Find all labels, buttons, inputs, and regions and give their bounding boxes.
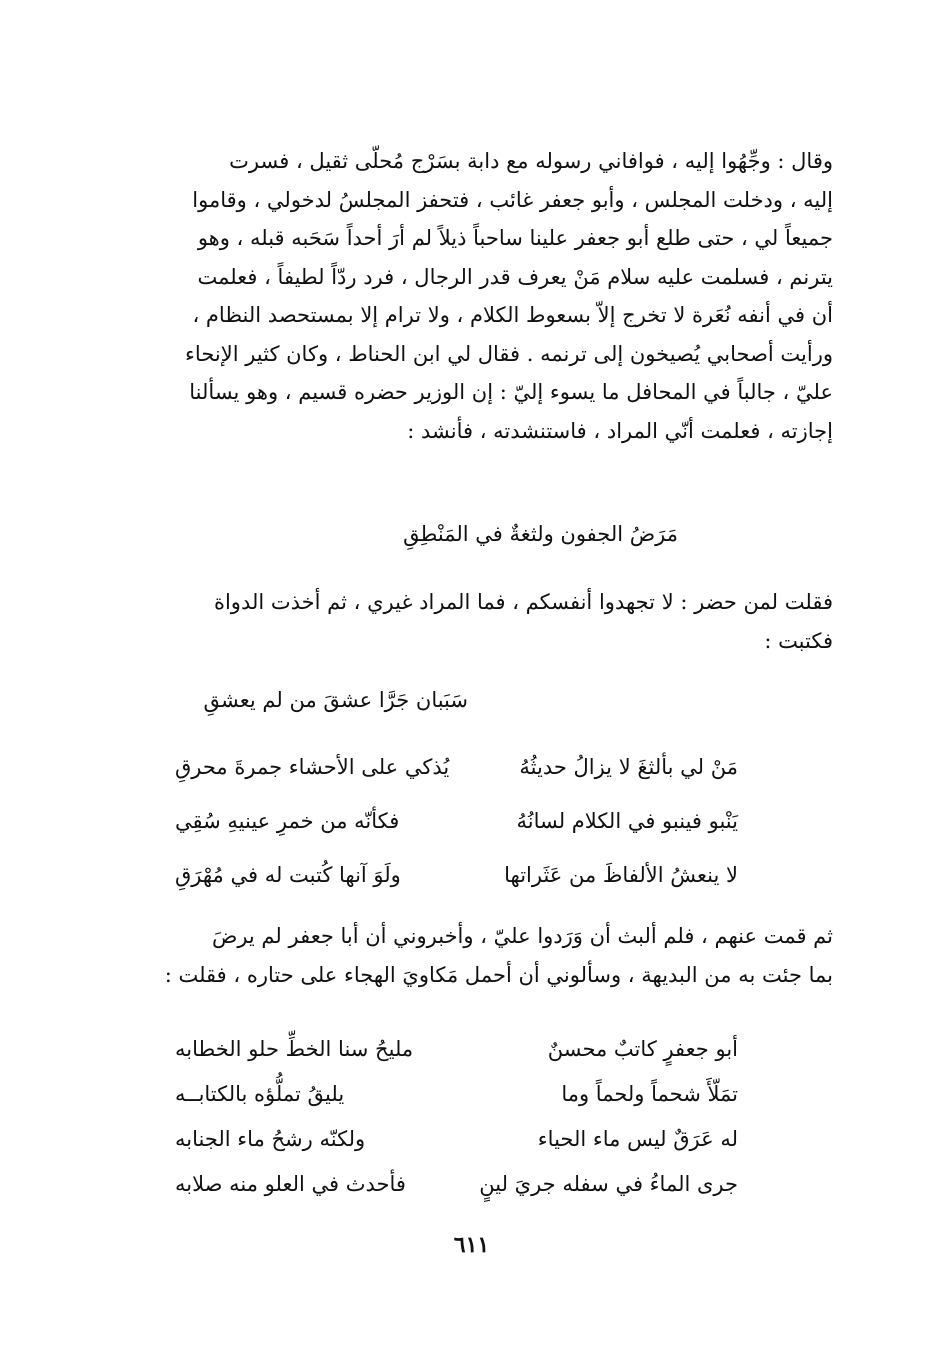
verse-second-half: فكأنّه من خمرِ عينيهِ سُقِي	[175, 809, 400, 833]
paragraph-1-line: إليه ، ودخلت المجلس ، وأبو جعفر غائب ، فتحفز المجلسُ لدخولي ، وقاموا	[192, 187, 833, 212]
quoted-hemistich: مَرَضُ الجفون ولثغةٌ في المَنْطِقِ	[403, 522, 678, 546]
verse-row	[175, 848, 738, 902]
paragraph-1-line: يترنم ، فسلمت عليه سلام مَنْ يعرف قدر الرجال ، فرد ردّاً لطيفاً ، فعلمت	[197, 264, 833, 289]
paragraph-1-line: إجازته ، فعلمت أنّي المراد ، فاستنشدته ، فأنشد :	[407, 418, 833, 443]
verse-second-half: ولكنّه رشحُ ماء الجنابه	[175, 1127, 366, 1151]
verse-first-half: أبو جعفرٍ كاتبٌ محسنٌ	[547, 1037, 738, 1061]
reply-hemistich: سَبَبان جَرَّا عشقَ من لم يعشقِ	[203, 688, 468, 712]
verse-second-half: يُذكي على الأحشاء جمرةَ محرقِ	[175, 755, 450, 779]
paragraph-1-line: ورأيت أصحابي يُصيخون إلى ترنمه . فقال لي ابن الحناط ، وكان كثير الإنحاء	[185, 341, 833, 366]
poem-2	[175, 1027, 738, 1207]
verse-row	[175, 1072, 738, 1117]
verse-second-half: فأحدث في العلو منه صلابه	[175, 1172, 406, 1196]
verse-second-half: مليحُ سنا الخطِّ حلو الخطابه	[175, 1037, 414, 1061]
verse-row	[175, 1117, 738, 1162]
poem-1	[175, 740, 738, 902]
paragraph-1-line: وقال : وجِّهُوا إليه ، فوافاني رسوله مع دابة بسَرْج مُحلّى ثقيل ، فسرت	[229, 149, 833, 173]
paragraph-3-line: بما جئت به من البديهة ، وسألوني أن أحمل مَكاويَ الهجاء على حتاره ، فقلت :	[164, 962, 833, 987]
verse-first-half: له عَرَقٌ ليس ماء الحياء	[537, 1127, 738, 1151]
paragraph-2-line: فقلت لمن حضر : لا تجهدوا أنفسكم ، فما المراد غيري ، ثم أخذت الدواة	[213, 590, 833, 614]
verse-first-half: تمَلّأَ شحماً ولحماً وما	[561, 1082, 738, 1106]
paragraph-1-line: عليّ ، جالباً في المحافل ما يسوء إليّ : إن الوزير حضره قسيم ، وهو يسألنا	[189, 380, 833, 404]
verse-row	[175, 1027, 738, 1072]
page-number: ٦١١	[453, 1232, 490, 1258]
paragraph-2	[110, 583, 833, 660]
paragraph-3-line: ثم قمت عنهم ، فلم ألبث أن وَرَدوا عليّ ، وأخبروني أن أبا جعفر لم يرضَ	[211, 924, 833, 948]
verse-first-half: يَنْبو فينبو في الكلام لسانُهُ	[516, 809, 738, 833]
verse-row	[175, 740, 738, 794]
verse-second-half: ولَوَ آنها كُتبت له في مُهْرَقِ	[175, 863, 401, 887]
verse-row	[175, 1162, 738, 1207]
verse-second-half: يليقُ تملُّؤه بالكتابــه	[175, 1082, 345, 1106]
paragraph-1	[110, 142, 833, 450]
verse-first-half: لا ينعشُ الألفاظَ من عَثَراتها	[504, 863, 738, 887]
verse-first-half: جرى الماءُ في سفله جريَ لينٍ	[479, 1172, 738, 1196]
paragraph-1-line: أن في أنفه نُعَرة لا تخرج إلاّ بسعوط الكلام ، ولا ترام إلا بمستحصد النظام ،	[192, 303, 833, 327]
paragraph-3	[110, 917, 833, 994]
verse-first-half: مَنْ لي بألثغَ لا يزالُ حديثُهُ	[519, 755, 738, 779]
paragraph-1-line: جميعاً لي ، حتى طلع أبو جعفر علينا ساحباً ذيلاً لم أرَ أحداً سَحَبه قبله ، وهو	[197, 226, 833, 250]
verse-row	[175, 794, 738, 848]
paragraph-2-line: فكتبت :	[764, 628, 833, 653]
